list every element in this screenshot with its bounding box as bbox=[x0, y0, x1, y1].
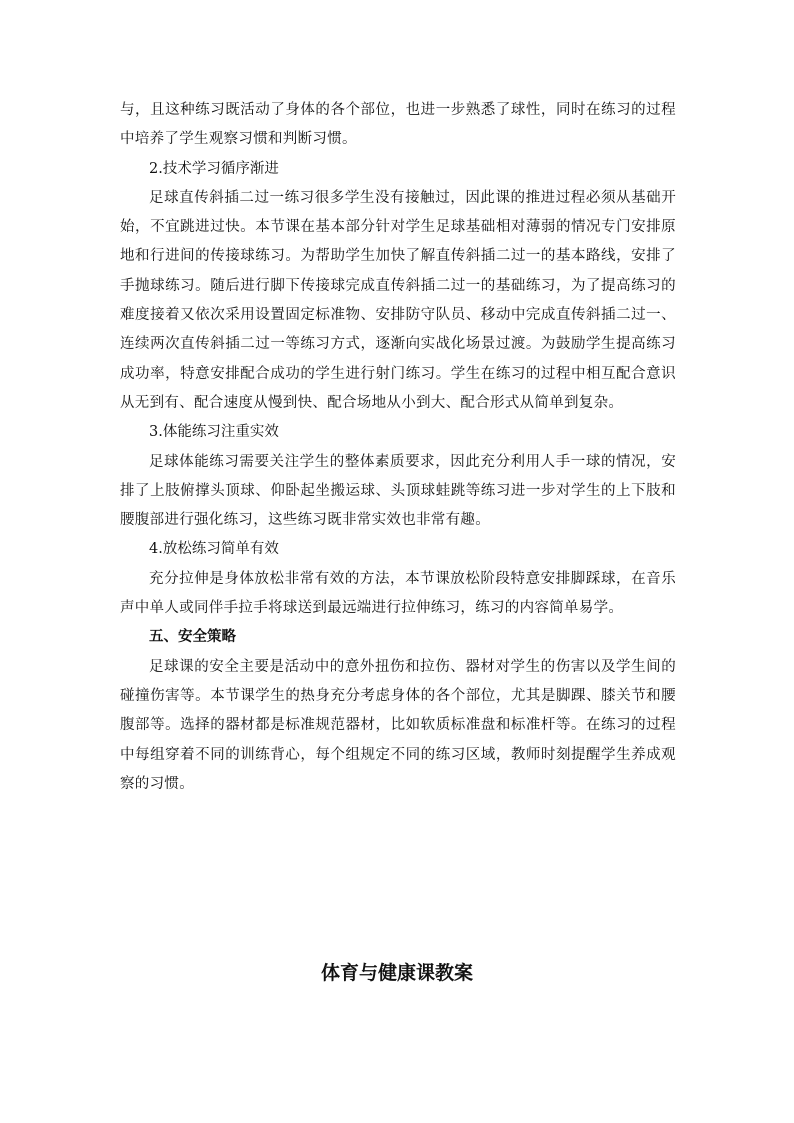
subheading-relaxation: 4.放松练习简单有效 bbox=[149, 541, 279, 558]
paragraph-continuation: 与，且这种练习既活动了身体的各个部位，也进一步熟悉了球性，同时在练习的过程中培养了学生观察习惯和判断习惯。 bbox=[120, 102, 676, 148]
subheading-fitness: 3.体能练习注重实效 bbox=[149, 424, 279, 441]
document-body bbox=[120, 96, 676, 799]
paragraph-fitness: 足球体能练习需要关注学生的整体素质要求，因此充分利用人手一球的情况，安排了上肢俯撑头顶球、仰卧起坐搬运球、头顶球蛙跳等练习进一步对学生的上下肢和腰腹部进行强化练习，这些练习既非常实效也非常有趣。 bbox=[120, 453, 676, 529]
document-title: 体育与健康课教案 bbox=[320, 962, 473, 984]
paragraph-safety: 足球课的安全主要是活动中的意外扭伤和拉伤、器材对学生的伤害以及学生间的碰撞伤害等。本节课学生的热身充分考虑身体的各个部位，尤其是脚踝、膝关节和腰腹部等。选择的器材都是标准规范器材，比如软质标准盘和标准杆等。在练习的过程中每组穿着不同的训练背心，每个组规定不同的练习区域，教师时刻提醒学生养成观察的习惯。 bbox=[120, 658, 676, 792]
subheading-technique: 2.技术学习循序渐进 bbox=[149, 160, 279, 177]
heading-safety: 五、安全策略 bbox=[149, 629, 236, 646]
paragraph-relaxation: 充分拉伸是身体放松非常有效的方法，本节课放松阶段特意安排脚踩球，在音乐声中单人或同伴手拉手将球送到最远端进行拉伸练习，练习的内容简单易学。 bbox=[120, 570, 676, 617]
paragraph-technique: 足球直传斜插二过一练习很多学生没有接触过，因此课的推进过程必须从基础开始，不宜跳进过快。本节课在基本部分针对学生足球基础相对薄弱的情况专门安排原地和行进间的传接球练习。为帮助学生加快了解直传斜插二过一的基本路线，安排了手抛球练习。随后进行脚下传接球完成直传斜插二过一的基础练习，为了提高练习的难度接着又依次采用设置固定标准物、安排防守队员、移动中完成直传斜插二过一、连续两次直传斜插二过一等练习方式，逐渐向实战化场景过渡。为鼓励学生提高练习成功率，特意安排配合成功的学生进行射门练习。学生在练习的过程中相互配合意识从无到有、配合速度从慢到快、配合场地从小到大、配合形式从简单到复杂。 bbox=[120, 189, 676, 411]
